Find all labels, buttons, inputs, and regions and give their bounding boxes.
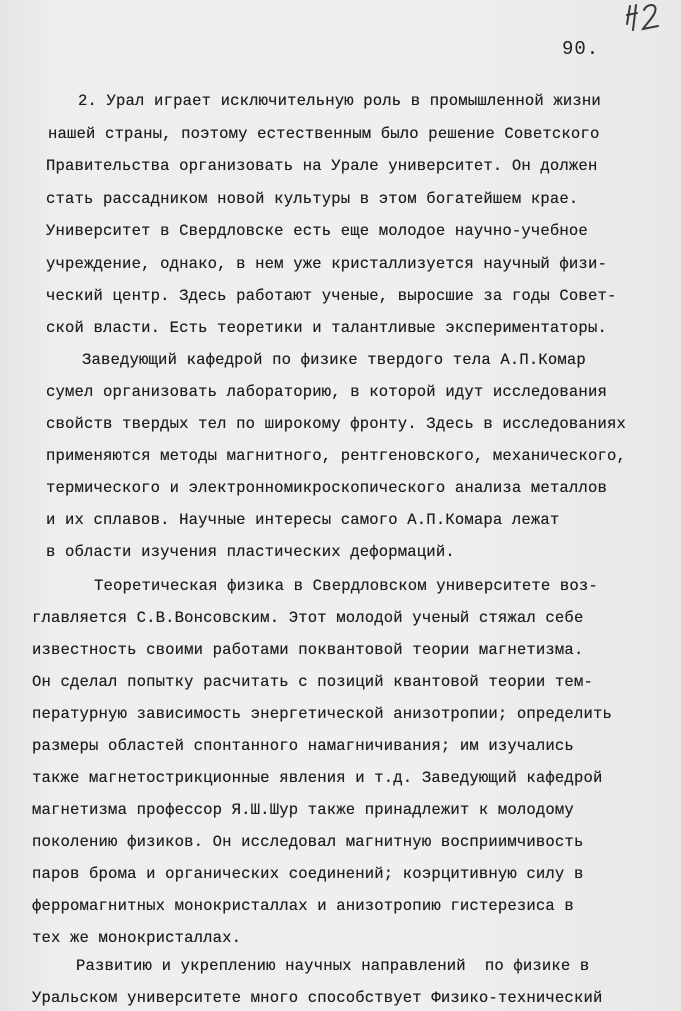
text-line-19: Он сделал попытку расчитать с позиций квантовой теории тем- (32, 673, 593, 691)
text-line-26: ферромагнитных монокристаллах и анизотропию гистерезиса в (32, 897, 574, 915)
text-line-15: в области изучения пластических деформаций. (46, 543, 455, 561)
text-line-28: Развитию и укреплению научных направлений по физике в (76, 957, 590, 975)
text-line-12: применяются методы магнитного, рентгеновского, механического, (46, 447, 626, 465)
text-line-21: размеры областей спонтанного намагничивания; им изучались (32, 737, 574, 755)
text-line-2: нашей страны, поэтому естественным было решение Советского (48, 125, 600, 143)
text-line-3: Правительства организовать на Урале университет. Он должен (46, 157, 598, 175)
text-line-14: и их сплавов. Научные интересы самого А.П.Комара лежат (46, 511, 560, 529)
text-line-4: стать рассадником новой культуры в этом богатейшем крае. (46, 190, 579, 208)
text-line-10: сумел организовать лабораторию, в которой идут исследования (46, 383, 607, 401)
text-line-29: Уральском университете много способствует Физико-технический (32, 989, 603, 1007)
text-line-5: Университет в Свердловске есть еще молодое научно-учебное (46, 222, 588, 240)
text-line-18: известность своими работами поквантовой теории магнетизма. (32, 641, 584, 659)
text-line-17: главляется С.В.Вонсовским. Этот молодой ученый стяжал себе (32, 609, 584, 627)
page-number: 90. (562, 38, 600, 60)
text-line-16: Теоретическая физика в Свердловском университете воз- (94, 577, 598, 595)
text-line-13: термического и электронномикроскопического анализа металлов (46, 479, 607, 497)
text-line-11: свойств твердых тел по широкому фронту. Здесь в исследованиях (46, 415, 626, 433)
text-line-22: также магнетострикционные явления и т.д. Заведующий кафедрой (32, 769, 603, 787)
text-line-25: паров брома и органических соединений; коэрцитивную силу в (32, 865, 584, 883)
text-line-27: тех же монокристаллах. (32, 929, 242, 947)
text-line-9: Заведующий кафедрой по физике твердого тела А.П.Комар (82, 351, 586, 369)
text-line-7: ческий центр. Здесь работают ученые, выросшие за годы Совет- (46, 287, 617, 305)
text-line-23: магнетизма профессор Я.Ш.Шур также принадлежит к молодому (32, 801, 574, 819)
text-line-8: ской власти. Есть теоретики и талантливые экспериментаторы. (46, 319, 607, 337)
text-line-1: 2. Урал играет исключительную роль в промышленной жизни (78, 92, 601, 110)
text-line-20: пературную зависимость энергетической анизотропии; определить (32, 705, 612, 723)
text-line-6: учреждение, однако, в нем уже кристаллизуется научный физи- (46, 255, 607, 273)
text-line-24: поколению физиков. Он исследовал магнитную восприимчивость (32, 833, 584, 851)
